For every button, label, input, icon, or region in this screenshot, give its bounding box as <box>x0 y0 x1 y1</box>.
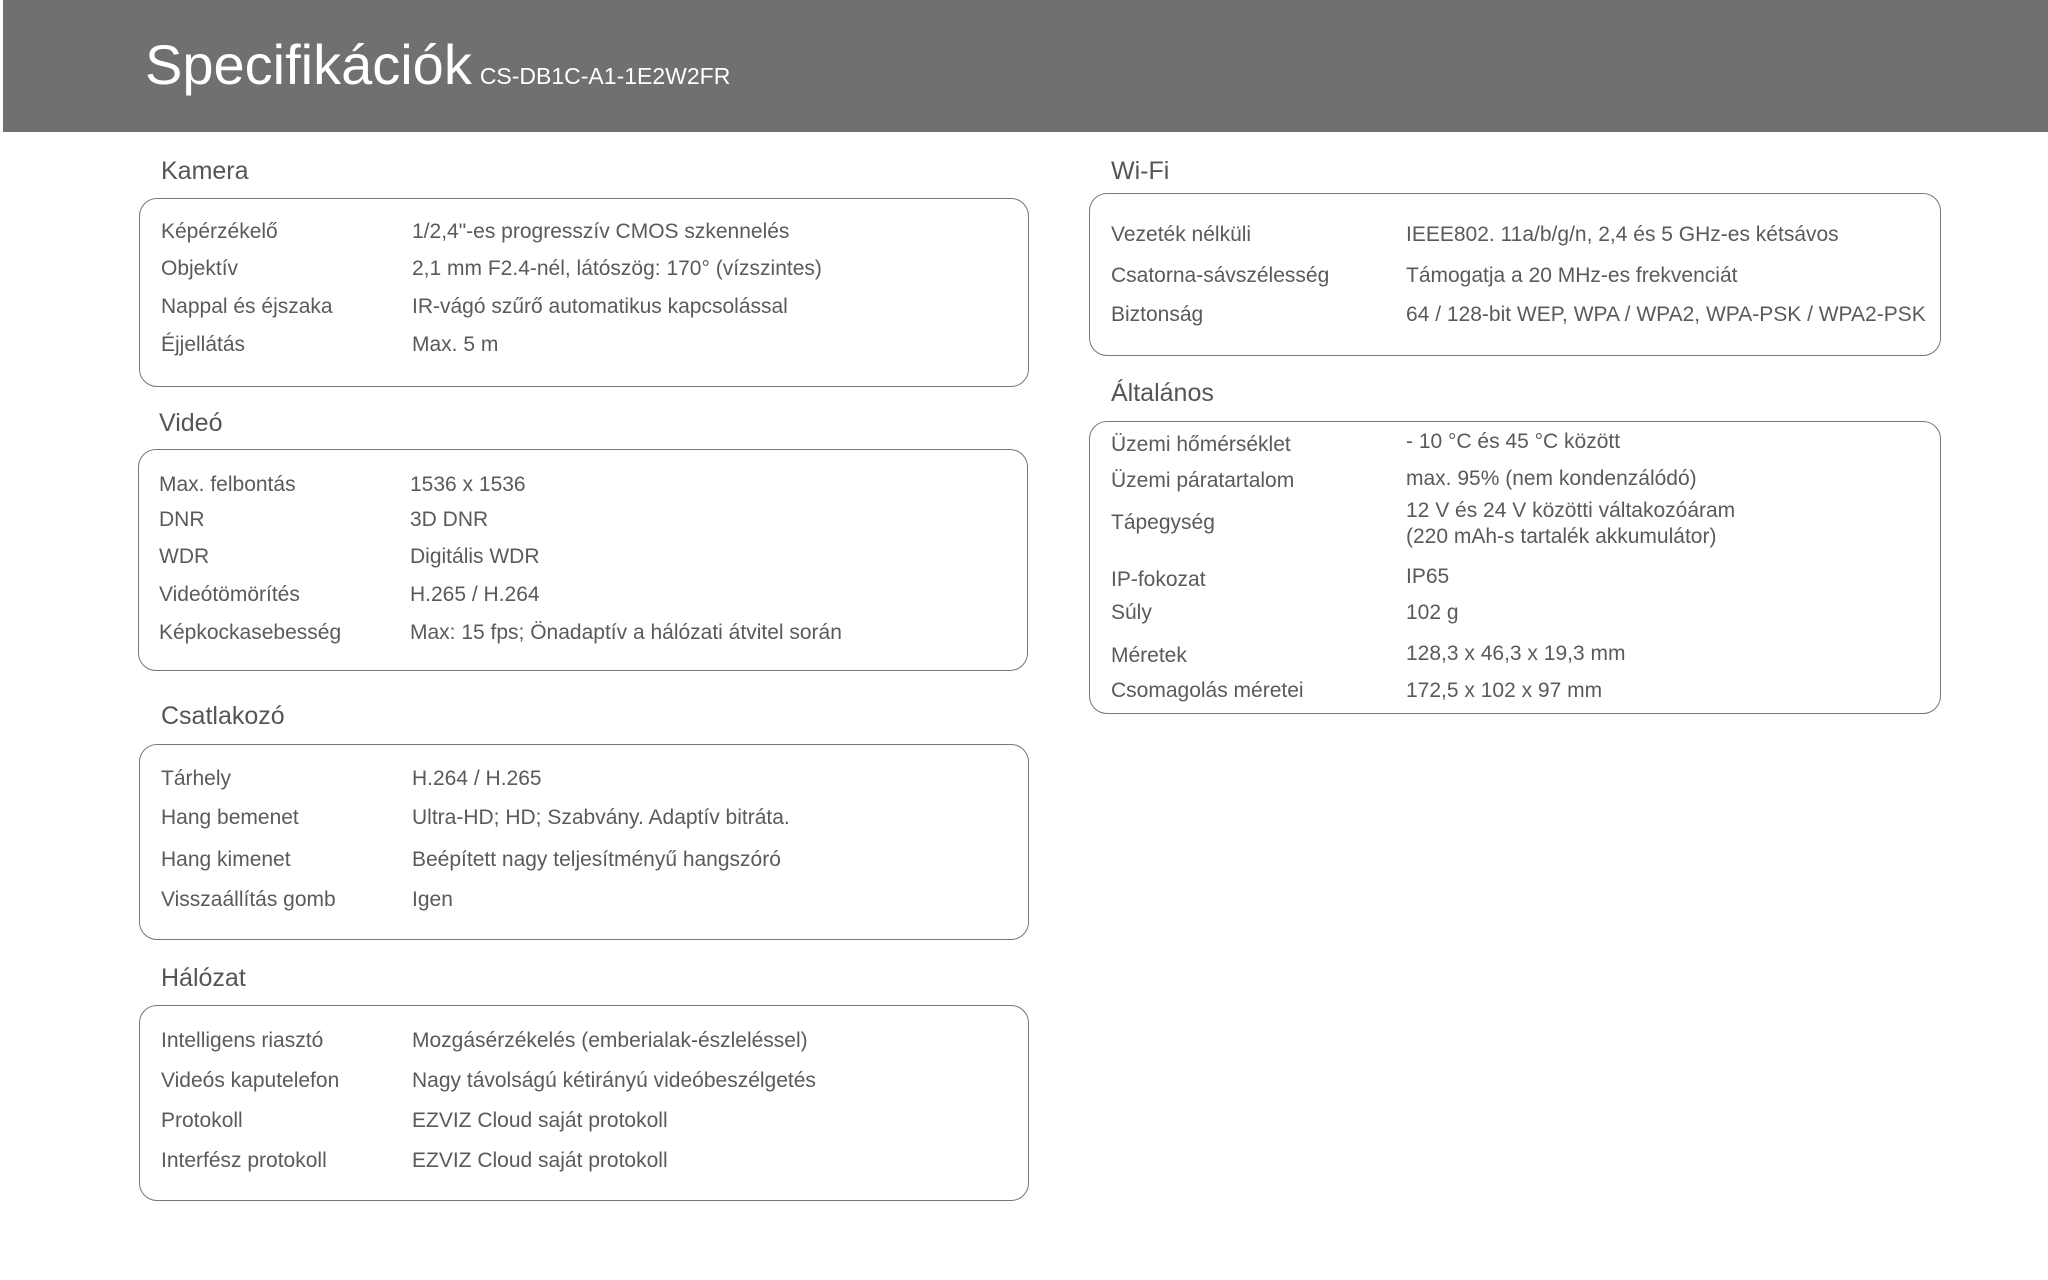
spec-value: Igen <box>412 888 453 911</box>
spec-value: Nagy távolságú kétirányú videóbeszélgetés <box>412 1069 816 1092</box>
section-title-kamera: Kamera <box>161 157 249 185</box>
spec-box-altalanos <box>1089 421 1941 714</box>
spec-value: max. 95% (nem kondenzálódó) <box>1406 467 1697 490</box>
spec-label: Nappal és éjszaka <box>161 295 333 318</box>
spec-label: Vezeték nélküli <box>1111 223 1252 246</box>
spec-label: Üzemi hőmérséklet <box>1111 433 1291 456</box>
spec-label: Tápegység <box>1111 511 1215 534</box>
spec-value: Ultra-HD; HD; Szabvány. Adaptív bitráta. <box>412 806 790 829</box>
spec-value: - 10 °C és 45 °C között <box>1406 430 1621 453</box>
spec-label: Objektív <box>161 257 239 280</box>
spec-value: EZVIZ Cloud saját protokoll <box>412 1149 668 1172</box>
spec-label: Képérzékelő <box>161 220 278 243</box>
spec-label: Hang bemenet <box>161 806 299 829</box>
spec-value: 102 g <box>1406 601 1459 624</box>
spec-label: Protokoll <box>161 1109 243 1132</box>
spec-value: Beépített nagy teljesítményű hangszóró <box>412 848 781 871</box>
spec-value-line: 12 V és 24 V közötti váltakozóáram <box>1406 499 1736 522</box>
spec-label: Videótömörítés <box>159 583 300 606</box>
spec-label: Méretek <box>1111 644 1187 667</box>
spec-value: 128,3 x 46,3 x 19,3 mm <box>1406 642 1626 665</box>
spec-value: IP65 <box>1406 565 1450 588</box>
spec-value: 64 / 128-bit WEP, WPA / WPA2, WPA-PSK / WPA2-PSK <box>1406 303 1926 326</box>
spec-label: Súly <box>1111 601 1152 624</box>
spec-value: 172,5 x 102 x 97 mm <box>1406 679 1603 702</box>
spec-value-line: (220 mAh-s tartalék akkumulátor) <box>1406 525 1717 548</box>
spec-value: Támogatja a 20 MHz-es frekvenciát <box>1406 264 1738 287</box>
spec-label: Videós kaputelefon <box>161 1069 340 1092</box>
spec-value: Max. 5 m <box>412 333 499 356</box>
spec-label: Csomagolás méretei <box>1111 679 1304 702</box>
spec-label: Intelligens riasztó <box>161 1029 324 1052</box>
spec-value: Max: 15 fps; Önadaptív a hálózati átvitel során <box>410 621 842 644</box>
spec-value: Mozgásérzékelés (emberialak-észleléssel) <box>412 1029 808 1052</box>
page-title-text: Specifikációk <box>145 33 472 96</box>
spec-label: Képkockasebesség <box>159 621 342 644</box>
spec-value: Digitális WDR <box>410 545 540 568</box>
spec-value: H.265 / H.264 <box>410 583 540 606</box>
spec-value: 3D DNR <box>410 508 489 531</box>
spec-value: IR-vágó szűrő automatikus kapcsolással <box>412 295 788 318</box>
section-title-halozat: Hálózat <box>161 964 246 992</box>
section-title-altalanos: Általános <box>1111 379 1214 407</box>
spec-label: Max. felbontás <box>159 473 296 496</box>
spec-value: 1536 x 1536 <box>410 473 526 496</box>
spec-value: EZVIZ Cloud saját protokoll <box>412 1109 668 1132</box>
spec-label: WDR <box>159 545 210 568</box>
model-number: CS-DB1C-A1-1E2W2FR <box>479 63 731 89</box>
spec-label: Visszaállítás gomb <box>161 888 336 911</box>
spec-label: Éjjellátás <box>161 333 246 356</box>
spec-value: H.264 / H.265 <box>412 767 542 790</box>
spec-value: IEEE802. 11a/b/g/n, 2,4 és 5 GHz-es kétsávos <box>1406 223 1839 246</box>
spec-value: 2,1 mm F2.4-nél, látószög: 170° (vízszintes) <box>412 257 822 280</box>
spec-value: 1/2,4"-es progresszív CMOS szkennelés <box>412 220 790 243</box>
section-title-video: Videó <box>159 409 223 437</box>
spec-label: Üzemi páratartalom <box>1111 469 1295 492</box>
page-title <box>145 30 730 111</box>
spec-label: IP-fokozat <box>1111 568 1206 591</box>
spec-value <box>1406 498 1735 550</box>
spec-label: Interfész protokoll <box>161 1149 327 1172</box>
spec-label: Tárhely <box>161 767 232 790</box>
spec-label: Hang kimenet <box>161 848 291 871</box>
spec-label: Biztonság <box>1111 303 1204 326</box>
spec-label: Csatorna-sávszélesség <box>1111 264 1330 287</box>
header-bar <box>3 0 2048 132</box>
section-title-wifi: Wi-Fi <box>1111 157 1170 185</box>
section-title-csatlakozo: Csatlakozó <box>161 702 285 730</box>
spec-label: DNR <box>159 508 205 531</box>
